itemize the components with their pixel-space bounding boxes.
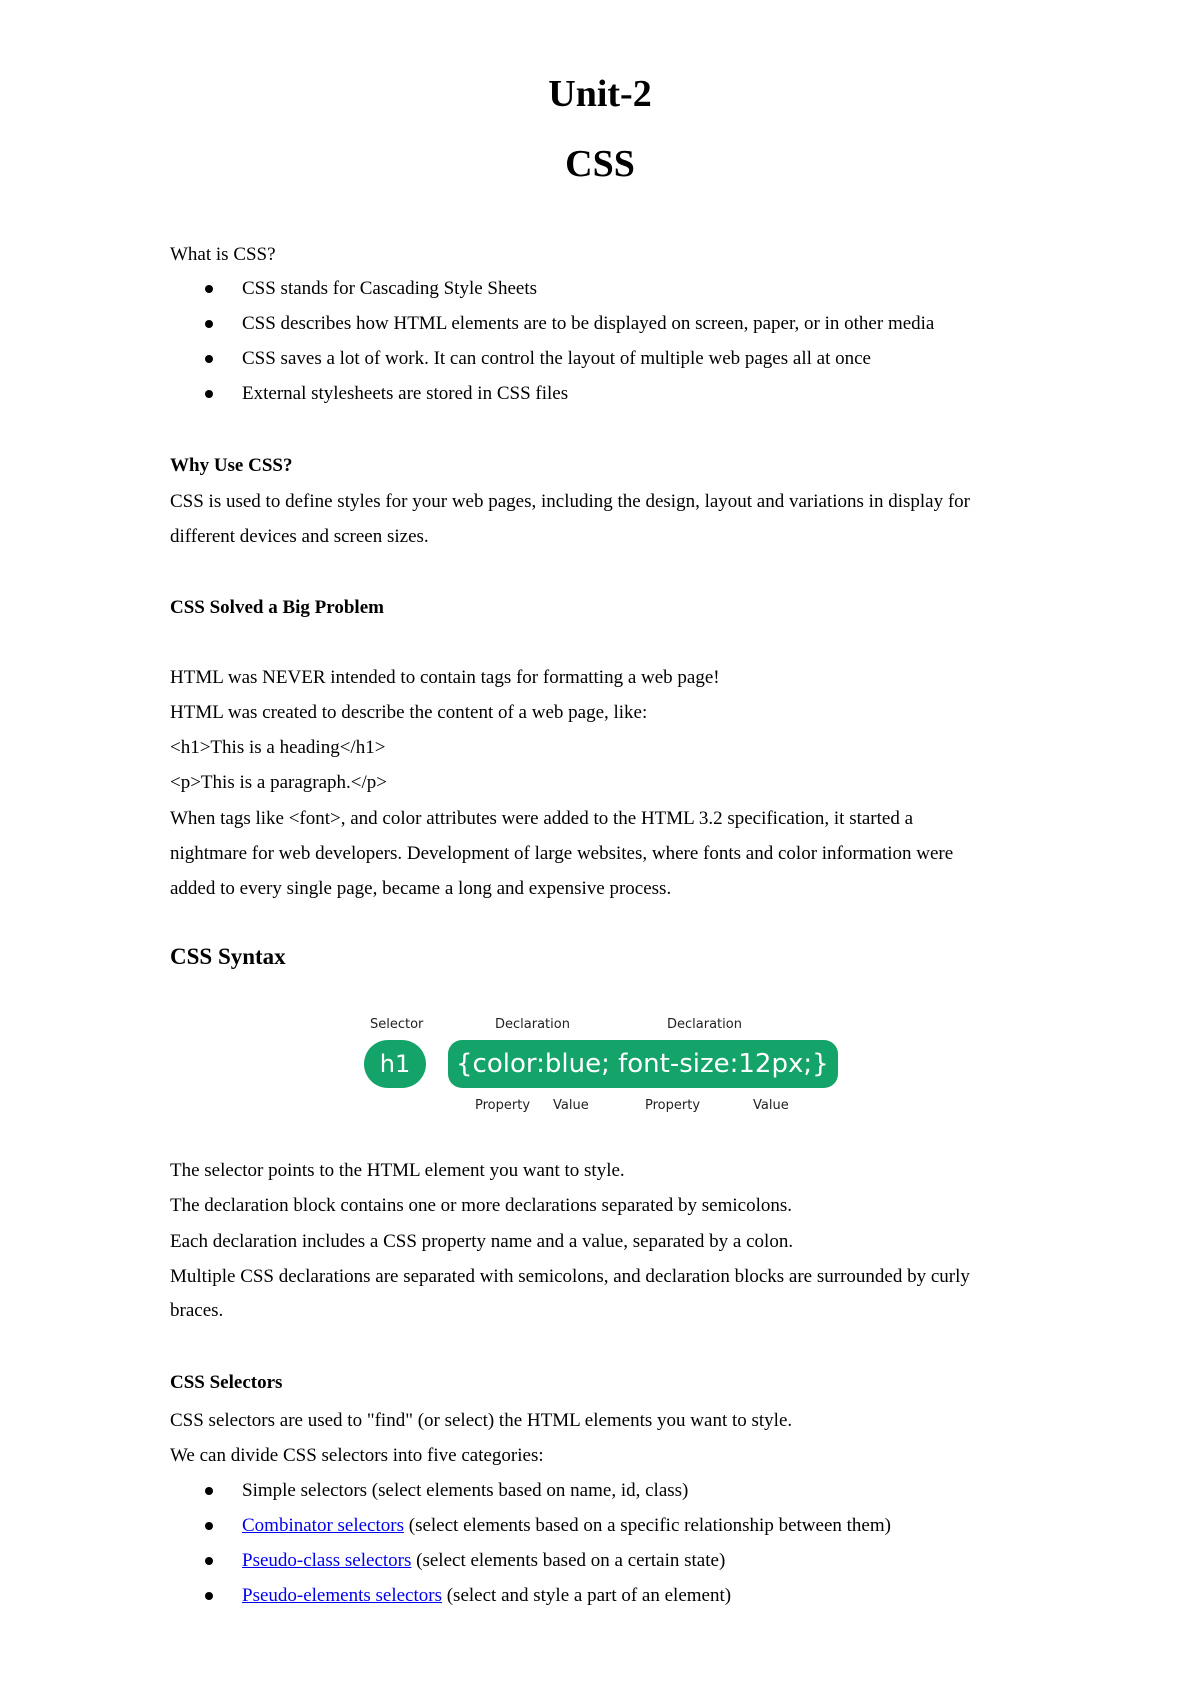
pseudo-elements-selectors-link[interactable]: Pseudo-elements selectors bbox=[242, 1585, 442, 1606]
paragraph-line: Multiple CSS declarations are separated with semicolons, and declaration blocks are surrounded by curly bbox=[170, 1266, 970, 1287]
what-is-list bbox=[200, 276, 934, 416]
page-subtitle: CSS bbox=[565, 143, 635, 185]
paragraph-line: nightmare for web developers. Development of large websites, where fonts and color information were bbox=[170, 843, 954, 864]
paragraph-line: We can divide CSS selectors into five categories: bbox=[170, 1445, 544, 1466]
value-label: Value bbox=[553, 1098, 589, 1113]
bullet-icon bbox=[205, 285, 213, 293]
selector-label: Selector bbox=[370, 1017, 424, 1032]
bullet-icon bbox=[205, 390, 213, 398]
paragraph-line: When tags like <font>, and color attributes were added to the HTML 3.2 specification, it started a bbox=[170, 808, 914, 829]
paragraph-line: CSS is used to define styles for your web pages, including the design, layout and variations in display for bbox=[170, 491, 970, 512]
selector-categories-list bbox=[200, 1478, 891, 1618]
selector-pill: h1 bbox=[364, 1040, 426, 1088]
selectors-heading: CSS Selectors bbox=[170, 1372, 283, 1393]
combinator-selectors-link[interactable]: Combinator selectors bbox=[242, 1515, 404, 1536]
bullet-icon bbox=[205, 355, 213, 363]
what-is-heading: What is CSS? bbox=[170, 244, 276, 265]
paragraph-line: <h1>This is a heading</h1> bbox=[170, 737, 386, 758]
property-label: Property bbox=[475, 1098, 531, 1113]
list-item: Simple selectors (select elements based on name, id, class) bbox=[200, 1478, 891, 1513]
paragraph-line: added to every single page, became a long and expensive process. bbox=[170, 878, 672, 899]
bullet-icon bbox=[205, 1522, 213, 1530]
value-label: Value bbox=[753, 1098, 789, 1113]
list-item: External stylesheets are stored in CSS files bbox=[200, 381, 934, 416]
page-title: Unit-2 bbox=[548, 73, 652, 115]
list-item: CSS describes how HTML elements are to be displayed on screen, paper, or in other media bbox=[200, 311, 934, 346]
bullet-icon bbox=[205, 320, 213, 328]
paragraph-line: The selector points to the HTML element you want to style. bbox=[170, 1160, 625, 1181]
property-label: Property bbox=[645, 1098, 701, 1113]
paragraph-line: The declaration block contains one or more declarations separated by semicolons. bbox=[170, 1195, 793, 1216]
declaration-label: Declaration bbox=[495, 1017, 570, 1032]
paragraph-line: Each declaration includes a CSS property name and a value, separated by a colon. bbox=[170, 1231, 794, 1252]
list-item: Pseudo-elements selectors (select and style a part of an element) bbox=[200, 1583, 891, 1618]
list-item: Pseudo-class selectors (select elements based on a certain state) bbox=[200, 1548, 891, 1583]
paragraph-line: different devices and screen sizes. bbox=[170, 526, 429, 547]
pseudo-class-selectors-link[interactable]: Pseudo-class selectors bbox=[242, 1550, 412, 1571]
bullet-icon bbox=[205, 1487, 213, 1495]
why-use-heading: Why Use CSS? bbox=[170, 455, 293, 476]
list-item: Combinator selectors (select elements based on a specific relationship between them) bbox=[200, 1513, 891, 1548]
solved-heading: CSS Solved a Big Problem bbox=[170, 597, 384, 618]
bullet-icon bbox=[205, 1592, 213, 1600]
list-item: CSS saves a lot of work. It can control the layout of multiple web pages all at once bbox=[200, 346, 934, 381]
list-item: CSS stands for Cascading Style Sheets bbox=[200, 276, 934, 311]
paragraph-line: HTML was NEVER intended to contain tags for formatting a web page! bbox=[170, 667, 720, 688]
declaration-label: Declaration bbox=[667, 1017, 742, 1032]
syntax-heading: CSS Syntax bbox=[170, 944, 286, 969]
declaration-block-pill: {color:blue; font-size:12px;} bbox=[448, 1040, 838, 1088]
css-syntax-diagram bbox=[360, 1010, 840, 1120]
paragraph-line: <p>This is a paragraph.</p> bbox=[170, 772, 387, 793]
paragraph-line: braces. bbox=[170, 1300, 224, 1321]
paragraph-line: HTML was created to describe the content of a web page, like: bbox=[170, 702, 648, 723]
bullet-icon bbox=[205, 1557, 213, 1565]
paragraph-line: CSS selectors are used to "find" (or select) the HTML elements you want to style. bbox=[170, 1410, 793, 1431]
